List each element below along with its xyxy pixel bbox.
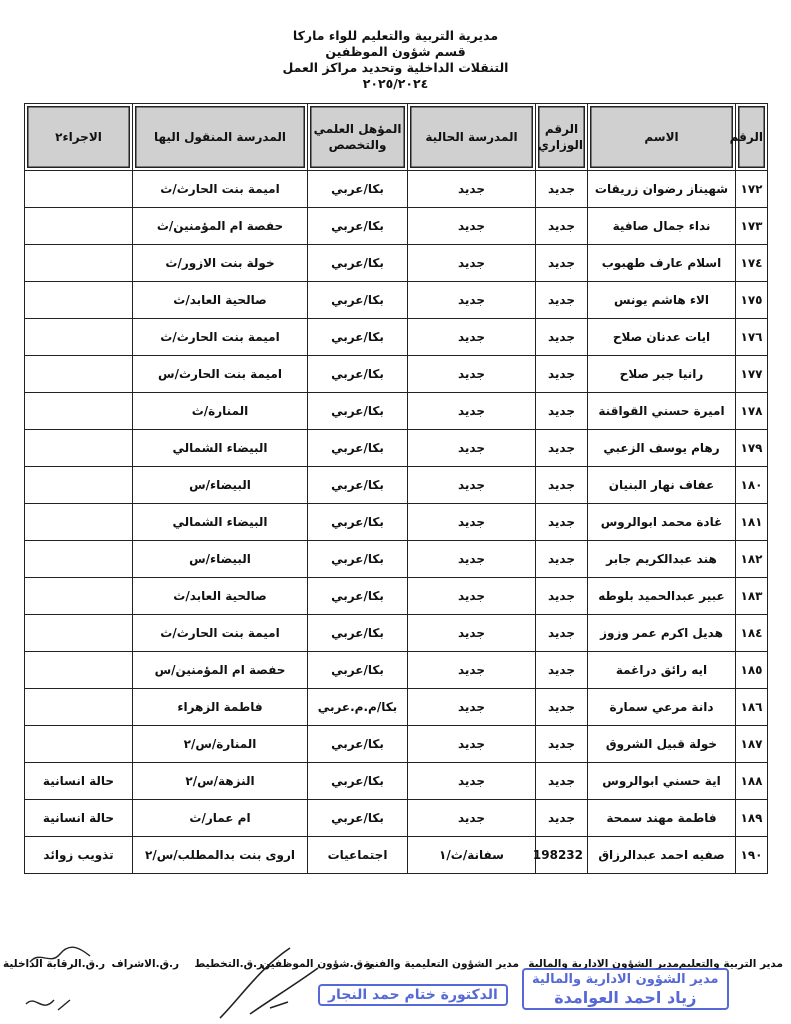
row-number: ١٨٩ xyxy=(736,800,768,837)
row-number: ١٨٥ xyxy=(736,652,768,689)
ministry-number: جديد xyxy=(536,171,588,208)
action-note xyxy=(25,541,133,578)
table-header-row xyxy=(25,104,768,171)
table-row xyxy=(25,171,768,208)
qualification: بكا/عربي xyxy=(308,282,408,319)
destination-school: اميمة بنت الحارث/ث xyxy=(133,171,308,208)
row-number: ١٧٢ xyxy=(736,171,768,208)
signatory-personnel: ر.ق.شؤون الموظفين xyxy=(261,958,373,970)
destination-school: البيضاء الشمالي xyxy=(133,430,308,467)
destination-school: المنارة/ث xyxy=(133,393,308,430)
row-number: ١٨٠ xyxy=(736,467,768,504)
row-number: ١٨٦ xyxy=(736,689,768,726)
document-subject: التنقلات الداخلية وتحديد مراكز العمل xyxy=(282,60,509,75)
ministry-number: جديد xyxy=(536,652,588,689)
destination-school: البيضاء الشمالي xyxy=(133,504,308,541)
stamp-personnel: الدكتورة ختام حمد النجار xyxy=(318,984,508,1006)
row-number: ١٧٨ xyxy=(736,393,768,430)
academic-year: ٢٠٢٥/٢٠٢٤ xyxy=(362,76,429,91)
table-row xyxy=(25,208,768,245)
current-school: سفانة/ث/١ xyxy=(408,837,536,874)
col-header-destination-school: المدرسة المنقول اليها xyxy=(133,104,308,171)
table-row xyxy=(25,319,768,356)
col-header-qualification: المؤهل العلمي والتخصص xyxy=(308,104,408,171)
destination-school: فاطمة الزهراء xyxy=(133,689,308,726)
qualification: بكا/عربي xyxy=(308,652,408,689)
table-row xyxy=(25,800,768,837)
table-row xyxy=(25,726,768,763)
signatory-internal-audit: ر.ق.الرقابة الداخلية xyxy=(3,958,105,970)
current-school: جديد xyxy=(408,541,536,578)
signature-audit xyxy=(20,942,100,972)
action-note xyxy=(25,282,133,319)
signature-audit-lower xyxy=(20,990,80,1020)
action-note xyxy=(25,208,133,245)
qualification: بكا/عربي xyxy=(308,800,408,837)
destination-school: صالحية العابد/ث xyxy=(133,282,308,319)
action-note: تذويب زوائد xyxy=(25,837,133,874)
row-number: ١٨٧ xyxy=(736,726,768,763)
action-note xyxy=(25,319,133,356)
ministry-number: جديد xyxy=(536,689,588,726)
destination-school: المنارة/س/٢ xyxy=(133,726,308,763)
col-header-ministry-number: الرقم الوزاري xyxy=(536,104,588,171)
destination-school: حفصة ام المؤمنين/س xyxy=(133,652,308,689)
employee-name: نداء جمال صافية xyxy=(588,208,736,245)
current-school: جديد xyxy=(408,652,536,689)
current-school: جديد xyxy=(408,430,536,467)
current-school: جديد xyxy=(408,393,536,430)
action-note xyxy=(25,726,133,763)
signatory-planning: ر.ق.التخطيط xyxy=(194,958,263,970)
current-school: جديد xyxy=(408,282,536,319)
table-row xyxy=(25,578,768,615)
qualification: بكا/عربي xyxy=(308,430,408,467)
ministry-number: جديد xyxy=(536,393,588,430)
table-row xyxy=(25,541,768,578)
ministry-number: جديد xyxy=(536,504,588,541)
ministry-number: جديد xyxy=(536,245,588,282)
qualification: بكا/عربي xyxy=(308,393,408,430)
action-note xyxy=(25,689,133,726)
current-school: جديد xyxy=(408,763,536,800)
table-row xyxy=(25,393,768,430)
directorate-title: مديرية التربية والتعليم للواء ماركا xyxy=(292,28,499,43)
employee-name: شهيناز رضوان زريقات xyxy=(588,171,736,208)
current-school: جديد xyxy=(408,208,536,245)
table-row xyxy=(25,245,768,282)
destination-school: اروى بنت بدالمطلب/س/٢ xyxy=(133,837,308,874)
department-title: قسم شؤون الموظفين xyxy=(325,44,466,59)
action-note xyxy=(25,245,133,282)
current-school: جديد xyxy=(408,356,536,393)
qualification: بكا/عربي xyxy=(308,467,408,504)
col-header-action: الاجراء٢ xyxy=(25,104,133,171)
current-school: جديد xyxy=(408,319,536,356)
action-note xyxy=(25,504,133,541)
qualification: بكا/عربي xyxy=(308,356,408,393)
employee-name: غادة محمد ابوالروس xyxy=(588,504,736,541)
employee-name: هند عبدالكريم جابر xyxy=(588,541,736,578)
qualification: اجتماعيات xyxy=(308,837,408,874)
employee-name: عفاف نهار البنيان xyxy=(588,467,736,504)
stamp-line-title: مدير الشؤون الادارية والمالية xyxy=(532,972,719,987)
employee-name: عبير عبدالحميد بلوطه xyxy=(588,578,736,615)
destination-school: اميمة بنت الحارث/ث xyxy=(133,319,308,356)
signatory-director: مدير التربية والتعليم xyxy=(678,958,783,970)
employee-name: ايات عدنان صلاح xyxy=(588,319,736,356)
employee-name: دانة مرعي سمارة xyxy=(588,689,736,726)
action-note xyxy=(25,652,133,689)
signatory-supervision: ر.ق.الاشراف xyxy=(111,958,179,970)
action-note xyxy=(25,356,133,393)
signatory-admin-finance: مدير الشؤون الادارية والمالية xyxy=(528,958,679,970)
row-number: ١٧٧ xyxy=(736,356,768,393)
table-row xyxy=(25,689,768,726)
signatory-educational-affairs: مدير الشؤون التعليمية والفنية xyxy=(364,958,519,970)
qualification: بكا/عربي xyxy=(308,763,408,800)
table-row xyxy=(25,615,768,652)
current-school: جديد xyxy=(408,245,536,282)
destination-school: اميمة بنت الحارث/ث xyxy=(133,615,308,652)
ministry-number: جديد xyxy=(536,541,588,578)
destination-school: البيضاء/س xyxy=(133,467,308,504)
action-note: حالة انسانية xyxy=(25,763,133,800)
qualification: بكا/عربي xyxy=(308,245,408,282)
employee-name: اسلام عارف طهبوب xyxy=(588,245,736,282)
employee-name: رانيا جبر صلاح xyxy=(588,356,736,393)
col-header-number: الرقم xyxy=(736,104,768,171)
row-number: ١٧٥ xyxy=(736,282,768,319)
current-school: جديد xyxy=(408,467,536,504)
employee-name: ايه رائق دراغمة xyxy=(588,652,736,689)
stamp-admin-finance xyxy=(522,968,729,1010)
col-header-current-school: المدرسة الحالية xyxy=(408,104,536,171)
qualification: بكا/عربي xyxy=(308,615,408,652)
ministry-number: جديد xyxy=(536,763,588,800)
destination-school: البيضاء/س xyxy=(133,541,308,578)
employee-name: الاء هاشم يونس xyxy=(588,282,736,319)
row-number: ١٨٤ xyxy=(736,615,768,652)
table-row xyxy=(25,282,768,319)
current-school: جديد xyxy=(408,578,536,615)
row-number: ١٨١ xyxy=(736,504,768,541)
table-row xyxy=(25,837,768,874)
qualification: بكا/عربي xyxy=(308,541,408,578)
stamp-line-name: زياد احمد العوامدة xyxy=(554,988,697,1007)
action-note xyxy=(25,578,133,615)
ministry-number: جديد xyxy=(536,356,588,393)
row-number: ١٨٨ xyxy=(736,763,768,800)
destination-school: خولة بنت الازور/ث xyxy=(133,245,308,282)
qualification: بكا/عربي xyxy=(308,319,408,356)
employee-name: رهام يوسف الزعبي xyxy=(588,430,736,467)
ministry-number: جديد xyxy=(536,208,588,245)
destination-school: النزهة/س/٢ xyxy=(133,763,308,800)
ministry-number: 198232 xyxy=(536,837,588,874)
qualification: بكا/عربي xyxy=(308,578,408,615)
action-note xyxy=(25,467,133,504)
destination-school: ام عمار/ث xyxy=(133,800,308,837)
table-row xyxy=(25,504,768,541)
employee-name: صفيه احمد عبدالرزاق xyxy=(588,837,736,874)
signature-planning xyxy=(210,938,330,1024)
row-number: ١٧٤ xyxy=(736,245,768,282)
ministry-number: جديد xyxy=(536,615,588,652)
employee-name: فاطمة مهند سمحة xyxy=(588,800,736,837)
row-number: ١٨٣ xyxy=(736,578,768,615)
table-row xyxy=(25,430,768,467)
row-number: ١٧٩ xyxy=(736,430,768,467)
employee-name: اميرة حسني القواقنة xyxy=(588,393,736,430)
row-number: ١٧٣ xyxy=(736,208,768,245)
ministry-number: جديد xyxy=(536,800,588,837)
ministry-number: جديد xyxy=(536,578,588,615)
current-school: جديد xyxy=(408,615,536,652)
table-row xyxy=(25,467,768,504)
table-row xyxy=(25,652,768,689)
current-school: جديد xyxy=(408,800,536,837)
current-school: جديد xyxy=(408,504,536,541)
destination-school: حفصة ام المؤمنين/ث xyxy=(133,208,308,245)
current-school: جديد xyxy=(408,171,536,208)
table-row xyxy=(25,763,768,800)
destination-school: اميمة بنت الحارث/س xyxy=(133,356,308,393)
action-note xyxy=(25,393,133,430)
current-school: جديد xyxy=(408,689,536,726)
ministry-number: جديد xyxy=(536,430,588,467)
document-header xyxy=(0,28,791,92)
employee-name: خولة قبيل الشروق xyxy=(588,726,736,763)
ministry-number: جديد xyxy=(536,282,588,319)
ministry-number: جديد xyxy=(536,726,588,763)
qualification: بكا/عربي xyxy=(308,171,408,208)
action-note: حالة انسانية xyxy=(25,800,133,837)
qualification: بكا/عربي xyxy=(308,208,408,245)
row-number: ١٧٦ xyxy=(736,319,768,356)
row-number: ١٩٠ xyxy=(736,837,768,874)
action-note xyxy=(25,430,133,467)
ministry-number: جديد xyxy=(536,319,588,356)
action-note xyxy=(25,171,133,208)
row-number: ١٨٢ xyxy=(736,541,768,578)
table-row xyxy=(25,356,768,393)
ministry-number: جديد xyxy=(536,467,588,504)
transfers-table xyxy=(24,103,768,874)
employee-name: هديل اكرم عمر وزوز xyxy=(588,615,736,652)
qualification: بكا/عربي xyxy=(308,504,408,541)
action-note xyxy=(25,615,133,652)
qualification: بكا/م.م.عربي xyxy=(308,689,408,726)
qualification: بكا/عربي xyxy=(308,726,408,763)
destination-school: صالحية العابد/ث xyxy=(133,578,308,615)
employee-name: اية حسني ابوالروس xyxy=(588,763,736,800)
col-header-name: الاسم xyxy=(588,104,736,171)
current-school: جديد xyxy=(408,726,536,763)
